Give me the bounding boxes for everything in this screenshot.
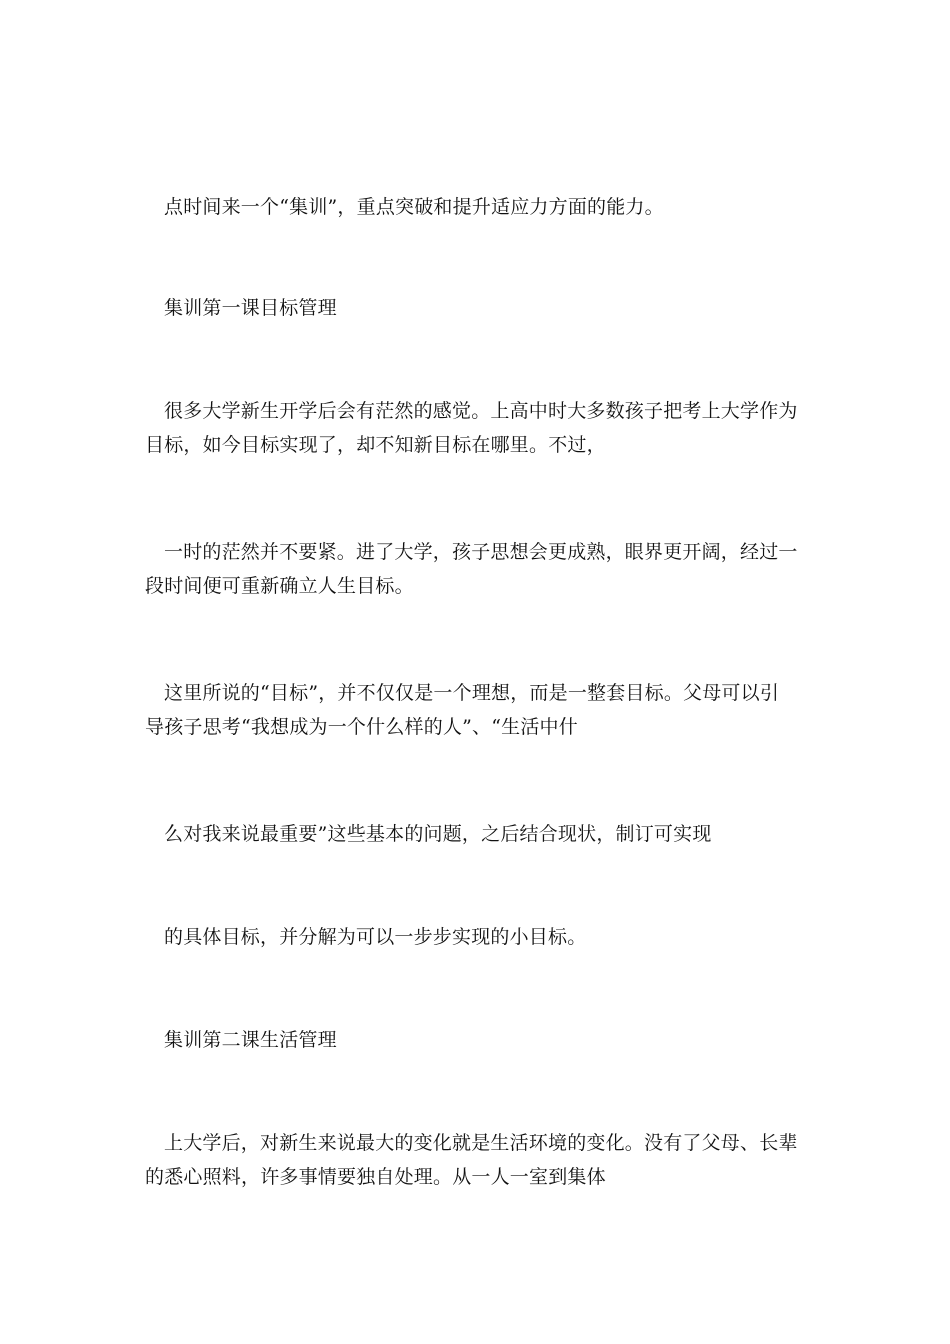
paragraph-important-questions xyxy=(145,817,805,851)
text-line: 上大学后，对新生来说最大的变化就是生活环境的变化。没有了父母、长辈 xyxy=(164,1132,798,1154)
text-line: 集训第一课目标管理 xyxy=(164,297,337,319)
text-line: 么对我来说最重要”这些基本的问题，之后结合现状，制订可实现 xyxy=(164,823,712,845)
section-heading-life-management xyxy=(145,1023,805,1057)
text-line: 目标，如今目标实现了，却不知新目标在哪里。不过， xyxy=(145,434,606,456)
paragraph-goal-set xyxy=(145,676,805,744)
paragraph-maturity xyxy=(145,535,805,603)
paragraph-intro xyxy=(145,190,805,224)
text-line: 的悉心照料，许多事情要独自处理。从一人一室到集体 xyxy=(145,1166,606,1188)
paragraph-environment-change xyxy=(145,1126,805,1194)
text-line: 段时间便可重新确立人生目标。 xyxy=(145,575,414,597)
paragraph-small-goals xyxy=(145,920,805,954)
text-line: 这里所说的“目标”，并不仅仅是一个理想，而是一整套目标。父母可以引 xyxy=(164,682,780,704)
paragraph-confusion xyxy=(145,394,805,462)
text-line: 导孩子思考“我想成为一个什么样的人”、“生活中什 xyxy=(145,716,578,738)
text-line: 一时的茫然并不要紧。进了大学，孩子思想会更成熟，眼界更开阔，经过一 xyxy=(164,541,798,563)
text-line: 的具体目标，并分解为可以一步步实现的小目标。 xyxy=(164,926,587,948)
text-line: 很多大学新生开学后会有茫然的感觉。上高中时大多数孩子把考上大学作为 xyxy=(164,400,798,422)
section-heading-goal-management xyxy=(145,291,805,325)
text-line: 点时间来一个“集训”，重点突破和提升适应力方面的能力。 xyxy=(164,196,664,218)
text-line: 集训第二课生活管理 xyxy=(164,1029,337,1051)
